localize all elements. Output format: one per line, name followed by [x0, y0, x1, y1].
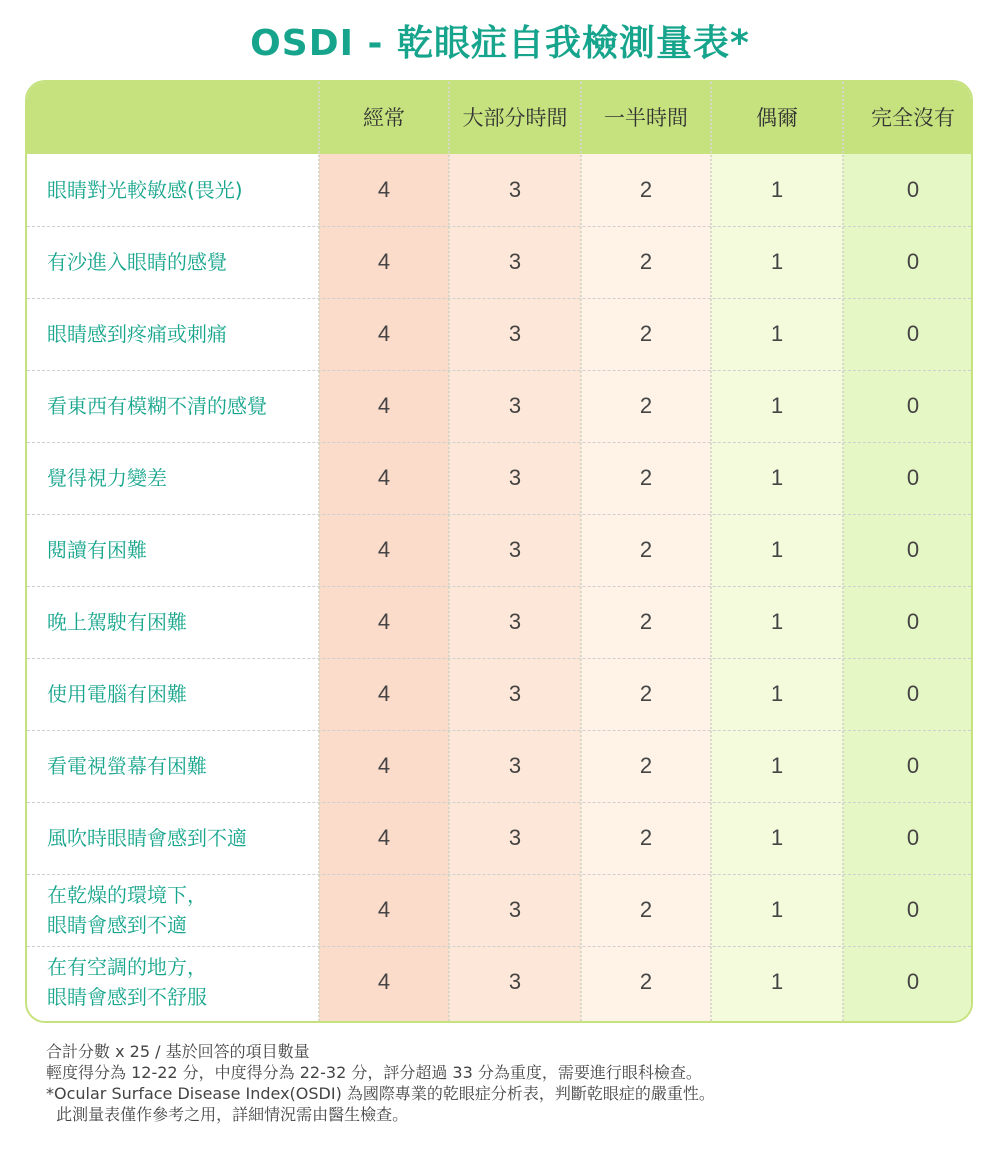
score-cell: 4: [377, 969, 391, 994]
score-cell: 1: [770, 969, 784, 994]
score-cell: 1: [770, 897, 784, 922]
score-cell: 1: [770, 321, 784, 346]
score-cell: 3: [508, 177, 522, 202]
score-cell: 2: [639, 393, 653, 418]
score-cell: 4: [377, 681, 391, 706]
column-header: 偶爾: [756, 106, 798, 130]
score-cell: 1: [770, 537, 784, 562]
score-cell: 4: [377, 537, 391, 562]
table-row: [27, 586, 971, 659]
note-osdi: *Ocular Surface Disease Index(OSDI) 為國際專業的乾眼症分析表，判斷乾眼症的嚴重性。: [46, 1084, 715, 1103]
score-cell: 0: [906, 321, 920, 346]
column-header: 大部分時間: [462, 106, 568, 130]
table-row: [27, 658, 971, 731]
score-cell: 1: [770, 465, 784, 490]
score-cell: 1: [770, 177, 784, 202]
score-cell: 2: [639, 177, 653, 202]
score-cell: 3: [508, 609, 522, 634]
score-cell: 3: [508, 465, 522, 490]
footnotes: [46, 1041, 976, 1125]
score-cell: 1: [770, 753, 784, 778]
score-cell: 0: [906, 177, 920, 202]
score-cell: 2: [639, 969, 653, 994]
score-cell: 0: [906, 609, 920, 634]
row-label: 在乾燥的環境下， 眼睛會感到不適: [47, 883, 207, 937]
osdi-table: [25, 80, 973, 1023]
score-cell: 4: [377, 753, 391, 778]
note-disclaimer: 此測量表僅作參考之用，詳細情況需由醫生檢查。: [46, 1105, 409, 1124]
score-cell: 0: [906, 393, 920, 418]
score-cell: 2: [639, 465, 653, 490]
score-cell: 0: [906, 753, 920, 778]
score-cell: 4: [377, 249, 391, 274]
note-formula: 合計分數 x 25 / 基於回答的項目數量: [46, 1042, 310, 1061]
row-label: 在有空調的地方， 眼睛會感到不舒服: [47, 955, 207, 1009]
row-label: 眼睛對光較敏感(畏光): [47, 178, 243, 202]
score-cell: 1: [770, 681, 784, 706]
score-cell: 3: [508, 681, 522, 706]
score-cell: 2: [639, 825, 653, 850]
row-label: 風吹時眼睛會感到不適: [47, 826, 247, 850]
table-row: [27, 730, 971, 803]
score-cell: 2: [639, 249, 653, 274]
table-row: [27, 802, 971, 875]
row-label: 有沙進入眼睛的感覺: [47, 250, 227, 274]
row-label: 使用電腦有困難: [47, 682, 187, 706]
row-label: 閱讀有困難: [47, 538, 147, 562]
column-header: 經常: [363, 106, 405, 130]
table-row: [27, 370, 971, 443]
table-row: [27, 154, 971, 227]
score-cell: 3: [508, 249, 522, 274]
score-cell: 1: [770, 609, 784, 634]
score-cell: 2: [639, 897, 653, 922]
score-cell: 3: [508, 753, 522, 778]
score-cell: 2: [639, 681, 653, 706]
score-cell: 0: [906, 969, 920, 994]
score-cell: 0: [906, 249, 920, 274]
score-cell: 2: [639, 753, 653, 778]
score-cell: 0: [906, 897, 920, 922]
score-cell: 3: [508, 825, 522, 850]
score-cell: 0: [906, 537, 920, 562]
score-cell: 3: [508, 393, 522, 418]
score-cell: 1: [770, 825, 784, 850]
score-cell: 4: [377, 321, 391, 346]
row-label: 晚上駕駛有困難: [47, 610, 187, 634]
note-severity: 輕度得分為 12-22 分，中度得分為 22-32 分，評分超過 33 分為重度，需要進行眼科檢查。: [46, 1063, 702, 1082]
column-header: 完全沒有: [871, 106, 955, 130]
table-row: [27, 298, 971, 371]
score-cell: 4: [377, 897, 391, 922]
row-label: 眼睛感到疼痛或刺痛: [47, 322, 227, 346]
score-cell: 4: [377, 609, 391, 634]
score-cell: 3: [508, 969, 522, 994]
table-row: [27, 946, 971, 1018]
score-cell: 0: [906, 681, 920, 706]
table-row: [27, 874, 971, 947]
page-title: OSDI - 乾眼症自我檢測量表*: [250, 23, 750, 64]
column-header: 一半時間: [604, 106, 688, 130]
score-cell: 0: [906, 825, 920, 850]
score-cell: 1: [770, 249, 784, 274]
score-cell: 4: [377, 465, 391, 490]
score-cell: 2: [639, 609, 653, 634]
score-cell: 3: [508, 537, 522, 562]
score-cell: 4: [377, 177, 391, 202]
score-cell: 3: [508, 321, 522, 346]
score-cell: 2: [639, 321, 653, 346]
score-cell: 3: [508, 897, 522, 922]
row-label: 看東西有模糊不清的感覺: [47, 394, 267, 418]
table-row: [27, 514, 971, 587]
table-row: [27, 442, 971, 515]
row-label: 覺得視力變差: [47, 466, 167, 490]
score-cell: 4: [377, 393, 391, 418]
score-cell: 2: [639, 537, 653, 562]
score-cell: 0: [906, 465, 920, 490]
table-row: [27, 226, 971, 299]
score-cell: 4: [377, 825, 391, 850]
score-cell: 1: [770, 393, 784, 418]
row-label: 看電視螢幕有困難: [47, 754, 207, 778]
